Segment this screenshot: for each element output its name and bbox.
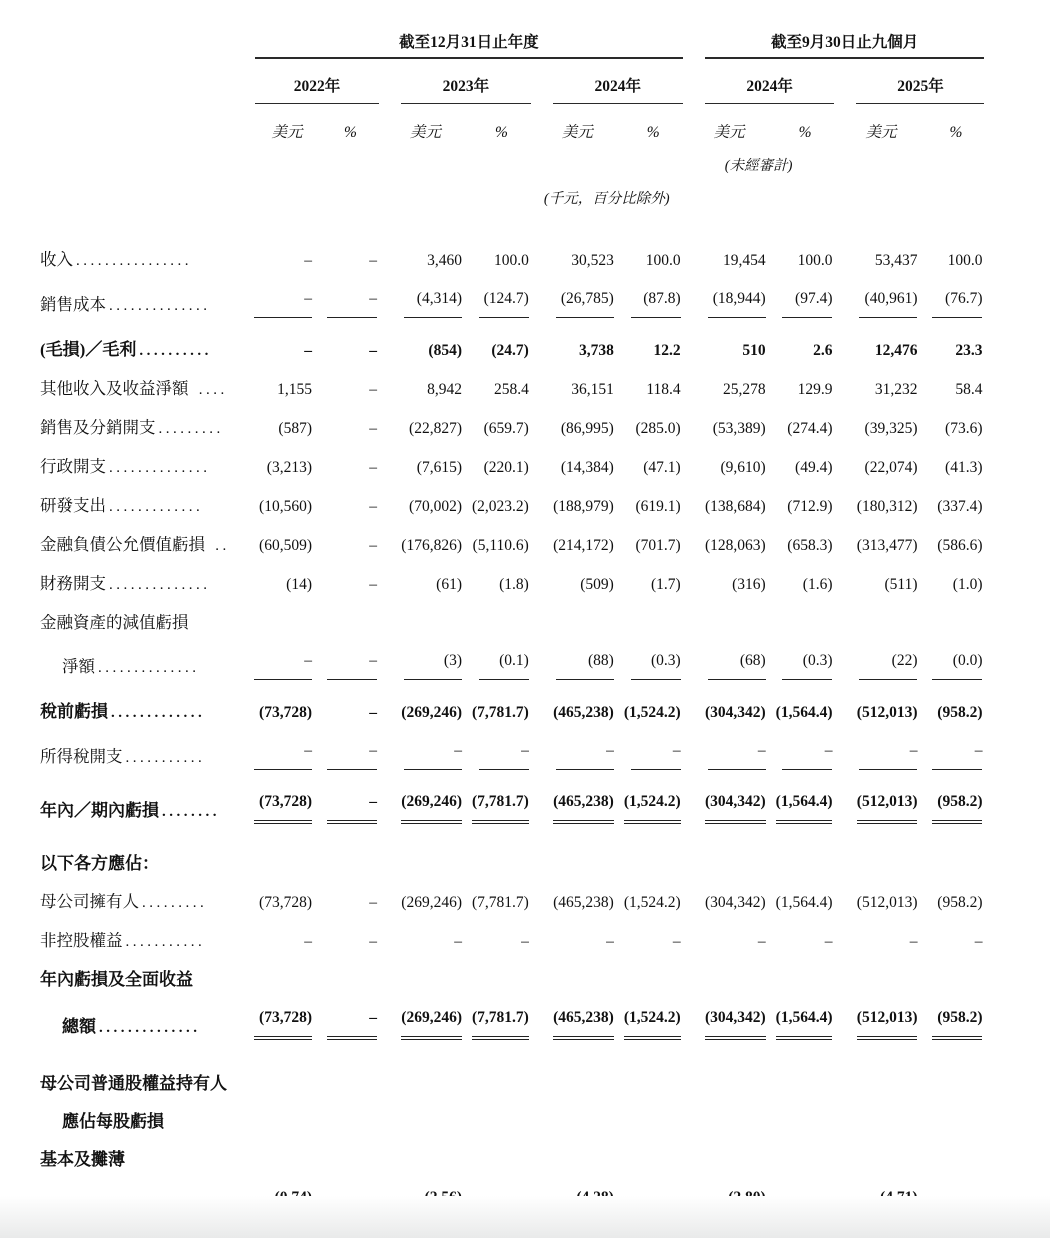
row-label: (毛損)／毛利 .......... <box>40 340 212 359</box>
value-cell: (1.6) <box>802 576 833 593</box>
unit-header-row <box>40 104 984 142</box>
value-cell: (7,781.7) <box>472 894 529 911</box>
value-cell: (70,002) <box>409 498 462 515</box>
value-cell: (3) <box>379 635 472 680</box>
value-cell: (128,063) <box>704 537 766 554</box>
label-column-spacer <box>40 30 252 59</box>
row-label: 金融資產的減值虧損 <box>40 613 189 632</box>
value-cell: (0.3) <box>776 635 835 680</box>
value-cell: 8,942 <box>427 381 462 398</box>
value-cell: (40,961) <box>834 273 927 318</box>
unit-pct-label: % <box>344 124 357 141</box>
table-row <box>40 363 984 402</box>
section-heading-row <box>40 1040 984 1096</box>
value-cell: (269,246) <box>401 704 462 721</box>
table-body <box>40 208 984 1220</box>
unit-usd-label: 美元 <box>713 124 745 141</box>
value-cell: – <box>974 933 983 950</box>
value-cell: (658.3) <box>787 537 833 554</box>
value-cell: (1.8) <box>499 576 529 593</box>
value-cell: (7,781.7) <box>472 992 531 1040</box>
table-row <box>40 208 984 273</box>
value-cell: 100.0 <box>645 252 681 269</box>
table-row <box>40 915 984 954</box>
value-cell: (138,684) <box>704 498 766 515</box>
value-cell: – <box>369 381 377 398</box>
table-row <box>40 876 984 915</box>
period-header-row <box>40 30 984 59</box>
value-cell: (511) <box>884 576 918 593</box>
value-cell: (509) <box>580 576 614 593</box>
value-cell: (14,384) <box>560 459 614 476</box>
value-cell: (854) <box>428 342 462 359</box>
value-cell: (304,342) <box>683 770 776 824</box>
leader-dots: .... <box>191 382 228 398</box>
leader-dots: .............. <box>99 1020 201 1036</box>
unit-usd-label: 美元 <box>865 124 897 141</box>
value-cell: (7,781.7) <box>472 704 529 721</box>
value-cell: (14) <box>286 576 312 593</box>
leader-dots: ........... <box>125 934 206 950</box>
value-cell: – <box>369 420 377 437</box>
value-cell: (124.7) <box>472 273 531 318</box>
value-cell: 3,460 <box>427 252 462 269</box>
value-cell: – <box>369 933 377 950</box>
value-cell: (1,524.2) <box>624 992 683 1040</box>
value-cell: (176,826) <box>401 537 462 554</box>
leader-dots: ........ <box>162 804 220 820</box>
year-2024-label: 2024年 <box>553 74 683 104</box>
units-note-row <box>40 175 984 208</box>
section-heading-row <box>40 1096 984 1134</box>
value-cell: – <box>683 725 776 770</box>
value-cell: (73,728) <box>252 770 322 824</box>
unit-usd-label: 美元 <box>561 124 593 141</box>
value-cell: (73.6) <box>945 420 983 437</box>
row-label: 銷售成本 .............. <box>40 295 211 314</box>
value-cell: (60,509) <box>259 537 312 554</box>
value-cell: 12.2 <box>653 342 681 359</box>
value-cell: (958.2) <box>927 992 984 1040</box>
value-cell: – <box>776 725 835 770</box>
value-cell: (47.1) <box>643 459 681 476</box>
value-cell: – <box>624 725 683 770</box>
value-cell: (269,246) <box>379 992 472 1040</box>
value-cell: 100.0 <box>797 252 833 269</box>
row-label: 行政開支 .............. <box>40 457 211 476</box>
year-header-row <box>40 59 984 104</box>
row-label: 收入 ................ <box>40 250 192 269</box>
period-9m-label: 截至9月30日止九個月 <box>705 30 985 59</box>
value-cell: – <box>834 725 927 770</box>
table-row <box>40 402 984 441</box>
row-label: 所得稅開支 ........... <box>40 747 206 766</box>
row-label: 總額 .............. <box>62 1017 201 1036</box>
leader-dots: .............. <box>109 460 211 476</box>
value-cell: (4,314) <box>379 273 472 318</box>
page-bottom-fade <box>0 1196 1050 1238</box>
unit-pct-label: % <box>646 124 660 141</box>
value-cell: – <box>252 725 322 770</box>
value-cell: – <box>322 770 379 824</box>
row-label: 研發支出 ............. <box>40 496 204 515</box>
value-cell: (53,389) <box>712 420 766 437</box>
leader-dots: .. <box>208 538 230 554</box>
value-cell: (958.2) <box>937 704 983 721</box>
section-heading-row <box>40 597 984 635</box>
value-cell: – <box>824 933 833 950</box>
value-cell: (1,564.4) <box>776 770 835 824</box>
value-cell: (587) <box>278 420 312 437</box>
value-cell: (9,610) <box>720 459 766 476</box>
empty-cells <box>252 597 984 635</box>
table-row <box>40 680 984 725</box>
value-cell: – <box>757 933 766 950</box>
value-cell: 12,476 <box>874 342 918 359</box>
value-cell: (5,110.6) <box>472 537 529 554</box>
value-cell: – <box>322 992 379 1040</box>
value-cell: – <box>369 704 377 721</box>
value-cell: – <box>369 459 377 476</box>
empty-cells <box>252 954 984 992</box>
value-cell: – <box>369 498 377 515</box>
unit-usd-label: 美元 <box>271 124 303 141</box>
value-cell: (41.3) <box>945 459 983 476</box>
value-cell: (97.4) <box>776 273 835 318</box>
value-cell: (269,246) <box>401 894 462 911</box>
table-row <box>40 519 984 558</box>
value-cell: 3,738 <box>578 342 614 359</box>
empty-cells <box>252 1134 984 1172</box>
value-cell: (61) <box>436 576 462 593</box>
leader-dots: .............. <box>98 660 200 676</box>
value-cell: 100.0 <box>493 252 529 269</box>
leader-dots: ............. <box>109 499 204 515</box>
value-cell: – <box>521 933 529 950</box>
table-row <box>40 725 984 770</box>
value-cell: (1,564.4) <box>775 894 833 911</box>
value-cell: (18,944) <box>683 273 776 318</box>
row-label: 非控股權益 ........... <box>40 931 206 950</box>
row-label: 應佔每股虧損 <box>62 1112 164 1131</box>
unit-pct-label: % <box>949 124 963 141</box>
value-cell: (49.4) <box>795 459 833 476</box>
unit-usd-label: 美元 <box>409 124 441 141</box>
income-statement-table <box>40 30 984 1220</box>
value-cell: (304,342) <box>704 894 766 911</box>
row-label: 銷售及分銷開支 ......... <box>40 418 224 437</box>
period-fy-label: 截至12月31日止年度 <box>255 30 683 59</box>
value-cell: (958.2) <box>927 770 984 824</box>
year-2022-label: 2022年 <box>255 74 379 104</box>
row-label: 其他收入及收益淨額 .... <box>40 379 228 398</box>
value-cell: (7,615) <box>416 459 462 476</box>
value-cell: – <box>379 725 472 770</box>
value-cell: 258.4 <box>493 381 529 398</box>
row-label: 金融負債公允價值虧損 .. <box>40 535 230 554</box>
year-9m-2024-label: 2024年 <box>705 74 835 104</box>
value-cell: 2.6 <box>813 342 833 359</box>
leader-dots: ......... <box>158 421 224 437</box>
value-cell: (7,781.7) <box>472 770 531 824</box>
value-cell: (24.7) <box>491 342 529 359</box>
value-cell: (73,728) <box>259 894 312 911</box>
value-cell: – <box>369 894 377 911</box>
value-cell: (3,213) <box>266 459 312 476</box>
value-cell: – <box>454 933 462 950</box>
value-cell: (269,246) <box>379 770 472 824</box>
units-note: (千元，百分比除外) <box>543 191 670 207</box>
value-cell: – <box>304 342 312 359</box>
value-cell: (304,342) <box>704 704 766 721</box>
value-cell: (220.1) <box>483 459 529 476</box>
value-cell: – <box>369 576 377 593</box>
leader-dots: ......... <box>142 895 208 911</box>
leader-dots: .......... <box>139 343 212 359</box>
table-row <box>40 770 984 824</box>
table-row <box>40 992 984 1040</box>
leader-dots: .............. <box>109 298 211 314</box>
value-cell: (73,728) <box>259 704 312 721</box>
table-header <box>40 30 984 208</box>
leader-dots: ................ <box>76 253 192 269</box>
table-row <box>40 480 984 519</box>
table-row <box>40 441 984 480</box>
value-cell: (214,172) <box>553 537 614 554</box>
value-cell: (465,238) <box>531 992 624 1040</box>
value-cell: (39,325) <box>864 420 918 437</box>
value-cell: (26,785) <box>531 273 624 318</box>
row-label: 以下各方應佔： <box>40 854 159 873</box>
unaudited-note-row <box>40 142 984 175</box>
value-cell: (465,238) <box>553 894 614 911</box>
value-cell: (1,524.2) <box>623 894 681 911</box>
value-cell: (10,560) <box>259 498 312 515</box>
value-cell: 129.9 <box>797 381 833 398</box>
value-cell: (0.1) <box>472 635 531 680</box>
value-cell: – <box>369 342 377 359</box>
value-cell: 31,232 <box>874 381 918 398</box>
value-cell: – <box>252 273 322 318</box>
value-cell: (316) <box>732 576 766 593</box>
period-9m-header <box>683 30 985 59</box>
table-row <box>40 558 984 597</box>
value-cell: (659.7) <box>483 420 529 437</box>
row-label: 年內虧損及全面收益 <box>40 970 193 989</box>
value-cell: (512,013) <box>856 894 918 911</box>
value-cell: (1,524.2) <box>624 770 683 824</box>
leader-dots: .............. <box>109 577 211 593</box>
value-cell: 19,454 <box>723 252 766 269</box>
value-cell: – <box>322 725 379 770</box>
value-cell: (180,312) <box>856 498 918 515</box>
value-cell: (2,023.2) <box>472 498 529 515</box>
empty-cells <box>252 1040 984 1096</box>
value-cell: (76.7) <box>927 273 984 318</box>
section-heading-row <box>40 1134 984 1172</box>
leader-dots: ........... <box>125 750 206 766</box>
value-cell: 58.4 <box>955 381 983 398</box>
value-cell: (1.0) <box>952 576 983 593</box>
unaudited-note: (未經審計) <box>724 158 793 174</box>
leader-dots: ............. <box>111 705 206 721</box>
value-cell: 25,278 <box>723 381 766 398</box>
value-cell: (1.7) <box>650 576 681 593</box>
table-row <box>40 273 984 318</box>
table-row <box>40 318 984 363</box>
row-label: 年內／期內虧損 ........ <box>40 801 220 820</box>
value-cell: 100.0 <box>947 252 983 269</box>
value-cell: (0.0) <box>927 635 984 680</box>
value-cell: (619.1) <box>635 498 681 515</box>
value-cell: (22,827) <box>409 420 462 437</box>
value-cell: (1,524.2) <box>623 704 681 721</box>
row-label: 稅前虧損 ............. <box>40 702 206 721</box>
section-heading-row <box>40 954 984 992</box>
value-cell: 53,437 <box>874 252 918 269</box>
value-cell: – <box>472 725 531 770</box>
value-cell: 510 <box>742 342 766 359</box>
empty-cells <box>252 824 984 876</box>
value-cell: (68) <box>683 635 776 680</box>
value-cell: (1,564.4) <box>776 992 835 1040</box>
value-cell: (586.6) <box>937 537 983 554</box>
period-fy-header <box>252 30 683 59</box>
value-cell: (337.4) <box>937 498 983 515</box>
value-cell: (712.9) <box>787 498 833 515</box>
value-cell: 30,523 <box>571 252 614 269</box>
value-cell: (313,477) <box>856 537 918 554</box>
value-cell: (86,995) <box>560 420 614 437</box>
year-2023-label: 2023年 <box>401 74 531 104</box>
value-cell: (465,238) <box>531 770 624 824</box>
value-cell: 1,155 <box>277 381 312 398</box>
value-cell: (22) <box>834 635 927 680</box>
value-cell: – <box>606 933 614 950</box>
value-cell: (512,013) <box>834 992 927 1040</box>
value-cell: – <box>252 635 322 680</box>
year-9m-2025-label: 2025年 <box>856 74 984 104</box>
value-cell: – <box>322 273 379 318</box>
table-row <box>40 635 984 680</box>
value-cell: (512,013) <box>856 704 918 721</box>
value-cell: 118.4 <box>646 381 681 398</box>
unit-pct-label: % <box>494 124 508 141</box>
value-cell: – <box>322 635 379 680</box>
value-cell: – <box>909 933 918 950</box>
value-cell: – <box>672 933 681 950</box>
value-cell: (87.8) <box>624 273 683 318</box>
value-cell: – <box>927 725 984 770</box>
value-cell: – <box>304 933 312 950</box>
value-cell: (285.0) <box>635 420 681 437</box>
value-cell: 36,151 <box>571 381 614 398</box>
value-cell: (188,979) <box>553 498 614 515</box>
section-heading-row <box>40 824 984 876</box>
value-cell: (512,013) <box>834 770 927 824</box>
value-cell: 23.3 <box>955 342 983 359</box>
empty-cells <box>252 1096 984 1134</box>
value-cell: (465,238) <box>553 704 614 721</box>
value-cell: (274.4) <box>787 420 833 437</box>
value-cell: (701.7) <box>635 537 681 554</box>
value-cell: – <box>369 252 377 269</box>
value-cell: (73,728) <box>252 992 322 1040</box>
value-cell: (1,564.4) <box>775 704 833 721</box>
row-label: 財務開支 .............. <box>40 574 211 593</box>
row-label: 母公司擁有人 ......... <box>40 892 208 911</box>
value-cell: (22,074) <box>864 459 918 476</box>
value-cell: (0.3) <box>624 635 683 680</box>
row-label: 淨額 .............. <box>62 657 200 676</box>
value-cell: (88) <box>531 635 624 680</box>
value-cell: (304,342) <box>683 992 776 1040</box>
row-label: 母公司普通股權益持有人 <box>40 1074 227 1093</box>
value-cell: – <box>304 252 312 269</box>
value-cell: (958.2) <box>937 894 983 911</box>
value-cell: – <box>369 537 377 554</box>
value-cell: – <box>531 725 624 770</box>
row-label: 基本及攤薄 <box>40 1150 125 1169</box>
unit-pct-label: % <box>798 124 812 141</box>
